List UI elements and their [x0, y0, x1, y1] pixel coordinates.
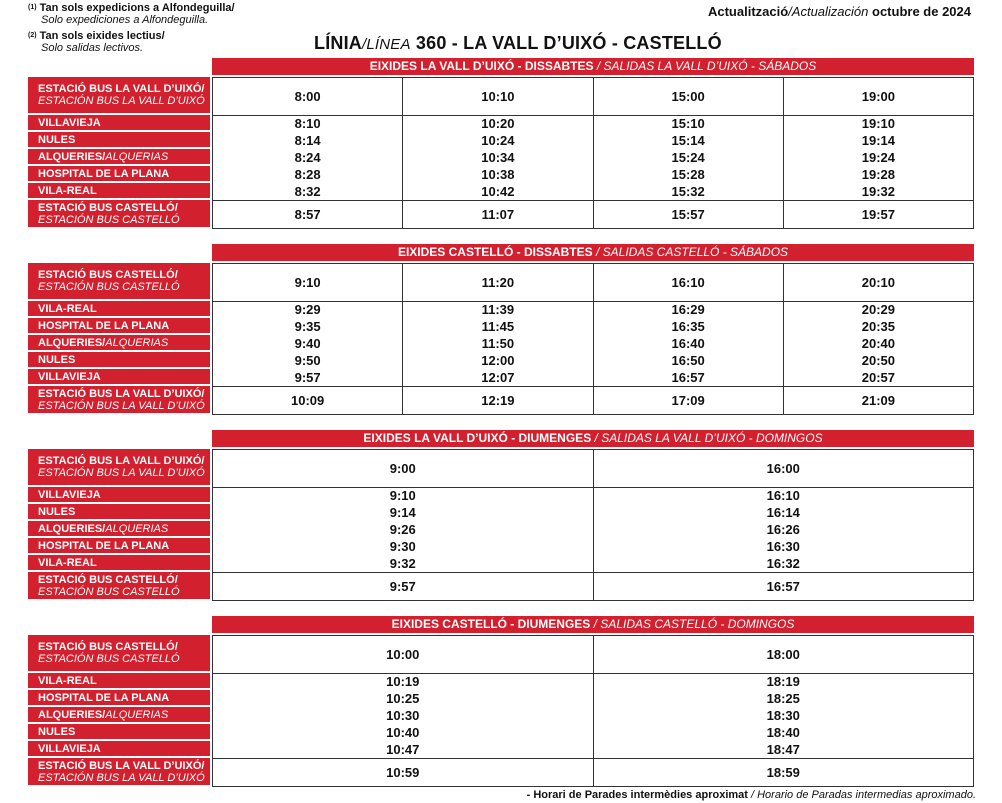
stop-label [28, 263, 210, 299]
stop-label [28, 369, 210, 384]
departure-time: 9:40 [294, 336, 321, 351]
stop-label [28, 449, 210, 485]
table-row [213, 352, 973, 369]
departure-time: 10:38 [402, 166, 592, 183]
stop-label [28, 386, 210, 413]
footnote-2 [28, 30, 235, 54]
table-row [213, 386, 973, 415]
table-row [213, 369, 973, 387]
stop-name-es: ALQUERIAS [105, 336, 169, 349]
departure-time: 16:29 [593, 301, 783, 318]
departure-time: 9:10 [389, 488, 416, 503]
stop-name-es: ESTACIÓN BUS CASTELLÓ [38, 281, 180, 293]
departure-time: 9:10 [294, 275, 321, 290]
stop-name-ca: ALQUERIES/ [38, 150, 106, 163]
footnote-2-marker: (2) [28, 32, 37, 39]
stop-name-ca: HOSPITAL DE LA PLANA [38, 691, 170, 704]
stop-label [28, 572, 210, 599]
stop-name-ca: VILLAVIEJA [38, 370, 101, 383]
departure-time: 8:32 [294, 184, 321, 199]
departure-time: 15:57 [593, 200, 783, 229]
update-label-es: /Actualización [788, 4, 869, 19]
departure-time: 20:35 [783, 318, 973, 335]
departure-time: 8:24 [294, 150, 321, 165]
stop-name-ca: NULES [38, 725, 76, 738]
departure-time: 19:10 [783, 115, 973, 132]
stop-label [28, 166, 210, 181]
departure-time: 18:30 [593, 707, 974, 724]
departure-time: 18:25 [593, 690, 974, 707]
timetable-header-es: / SALIDAS LA VALL D’UIXÓ - DOMINGOS [591, 431, 823, 445]
timetable-header [212, 430, 974, 447]
departure-time: 21:09 [783, 386, 973, 415]
footnotes [28, 2, 235, 54]
timetable-header [212, 58, 974, 75]
departure-time: 11:45 [402, 318, 592, 335]
update-label-ca: Actualització [707, 4, 789, 19]
stop-name-ca: ALQUERIES/ [38, 522, 106, 535]
departure-time: 8:14 [294, 133, 321, 148]
departure-time: 9:57 [294, 370, 321, 385]
table-row [213, 149, 973, 166]
departure-time: 9:50 [294, 353, 321, 368]
stop-name-ca: NULES [38, 353, 76, 366]
departure-time: 9:29 [294, 302, 321, 317]
departure-time: 9:26 [389, 522, 416, 537]
departure-time: 15:24 [593, 149, 783, 166]
times-grid [212, 449, 974, 601]
stop-name-es: ESTACIÓN BUS LA VALL D’UIXÓ [38, 95, 205, 107]
table-row [213, 78, 973, 116]
departure-time: 16:10 [593, 264, 783, 301]
stop-name-ca: ALQUERIES/ [38, 708, 106, 721]
stop-label [28, 301, 210, 316]
departure-time: 15:14 [593, 132, 783, 149]
table-row [213, 636, 973, 674]
departure-time: 10:09 [291, 393, 325, 408]
timetable-header-ca: EIXIDES CASTELLÓ - DIUMENGES [391, 617, 591, 631]
stop-name-es: ALQUERIAS [105, 708, 169, 721]
table-row [213, 758, 973, 787]
departure-time: 16:26 [593, 521, 974, 538]
table-row [213, 707, 973, 724]
timetable-3 [28, 430, 974, 601]
departure-time: 20:57 [783, 369, 973, 386]
stop-label [28, 487, 210, 502]
table-row [213, 741, 973, 759]
departure-time: 11:39 [402, 301, 592, 318]
departure-time: 15:32 [593, 183, 783, 200]
page-title [314, 33, 722, 54]
departure-time: 10:19 [386, 674, 420, 689]
timetable-header [212, 244, 974, 261]
stop-label [28, 132, 210, 147]
table-row [213, 264, 973, 302]
times-grid [212, 635, 974, 787]
departure-time: 8:10 [294, 116, 321, 131]
timetable-1 [28, 58, 974, 229]
footer-note [527, 789, 976, 801]
update-value: octubre de 2024 [868, 4, 971, 19]
departure-time: 20:40 [783, 335, 973, 352]
departure-time: 9:57 [389, 579, 416, 594]
departure-time: 12:19 [402, 386, 592, 415]
stop-label [28, 200, 210, 227]
footnote-2-ca: Tan sols eixides lectius/ [39, 30, 165, 42]
stop-label [28, 352, 210, 367]
stop-name-ca: HOSPITAL DE LA PLANA [38, 539, 170, 552]
timetable-header-es: / SALIDAS CASTELLÓ - DOMINGOS [590, 617, 795, 631]
title-linea: /LÍNEA [362, 36, 411, 53]
times-grid [212, 263, 974, 415]
table-row [213, 318, 973, 335]
departure-time: 16:00 [593, 450, 974, 487]
stop-name-ca: VILA-REAL [38, 184, 97, 197]
table-row [213, 504, 973, 521]
table-row [213, 301, 973, 318]
stop-label [28, 690, 210, 705]
departure-time: 8:00 [294, 89, 321, 104]
departure-time: 16:35 [593, 318, 783, 335]
departure-time: 9:30 [389, 539, 416, 554]
stop-name-ca: ESTACIÓ BUS CASTELLÓ/ [38, 573, 178, 586]
departure-time: 10:10 [402, 78, 592, 115]
timetable-4 [28, 616, 974, 787]
title-linia: LÍNIA [314, 33, 362, 53]
departure-time: 18:40 [593, 724, 974, 741]
footnote-1-es: Solo expediciones a Alfondeguilla. [41, 14, 209, 26]
departure-time: 16:30 [593, 538, 974, 555]
departure-time: 12:00 [402, 352, 592, 369]
departure-time: 16:14 [593, 504, 974, 521]
departure-time: 20:10 [783, 264, 973, 301]
stop-name-ca: VILLAVIEJA [38, 742, 101, 755]
departure-time: 10:00 [386, 647, 420, 662]
departure-time: 19:24 [783, 149, 973, 166]
stop-label [28, 149, 210, 164]
stop-label [28, 758, 210, 785]
stop-name-ca: HOSPITAL DE LA PLANA [38, 167, 170, 180]
stop-name-es: ESTACIÓN BUS CASTELLÓ [38, 585, 180, 598]
departure-time: 17:09 [593, 386, 783, 415]
departure-time: 19:32 [783, 183, 973, 200]
departure-time: 10:30 [386, 708, 420, 723]
footnote-1-ca: Tan sols expedicions a Alfondeguilla/ [39, 2, 235, 14]
departure-time: 9:00 [389, 461, 416, 476]
stop-name-ca: NULES [38, 133, 76, 146]
departure-time: 11:20 [402, 264, 592, 301]
stop-name-ca: NULES [38, 505, 76, 518]
table-row [213, 538, 973, 555]
departure-time: 18:59 [593, 758, 974, 787]
departure-time: 16:50 [593, 352, 783, 369]
departure-time: 10:24 [402, 132, 592, 149]
departure-time: 20:29 [783, 301, 973, 318]
stop-name-es: ESTACIÓN BUS LA VALL D’UIXÓ [38, 771, 205, 784]
footer-es: / Horario de Paradas intermedias aproximado. [747, 789, 976, 801]
departure-time: 8:57 [294, 207, 321, 222]
departure-time: 10:25 [386, 691, 420, 706]
departure-time: 9:35 [294, 319, 321, 334]
departure-time: 10:20 [402, 115, 592, 132]
table-row [213, 572, 973, 601]
table-row [213, 115, 973, 132]
departure-time: 19:57 [783, 200, 973, 229]
departure-time: 12:07 [402, 369, 592, 386]
stop-label [28, 183, 210, 198]
timetable-2 [28, 244, 974, 415]
timetable-header-ca: EIXIDES LA VALL D’UIXÓ - DIUMENGES [363, 431, 592, 445]
stop-name-es: ALQUERIAS [105, 150, 169, 163]
timetable-header-es: / SALIDAS LA VALL D’UIXÓ - SÁBADOS [593, 59, 817, 73]
departure-time: 18:47 [593, 741, 974, 758]
departure-time: 10:59 [386, 765, 420, 780]
stop-label [28, 673, 210, 688]
stop-name-ca: ESTACIÓ BUS CASTELLÓ/ [38, 269, 178, 281]
timetable-header-ca: EIXIDES CASTELLÓ - DISSABTES [397, 245, 593, 259]
stop-name-ca: ESTACIÓ BUS LA VALL D’UIXÓ/ [38, 455, 205, 467]
times-grid [212, 77, 974, 229]
stop-name-es: ESTACIÓN BUS CASTELLÓ [38, 213, 180, 226]
stop-label [28, 504, 210, 519]
departure-time: 11:07 [402, 200, 592, 229]
stop-name-ca: ESTACIÓ BUS CASTELLÓ/ [38, 201, 178, 214]
stop-name-ca: VILLAVIEJA [38, 116, 101, 129]
stop-name-ca: VILLAVIEJA [38, 488, 101, 501]
table-row [213, 166, 973, 183]
stop-name-es: ESTACIÓN BUS CASTELLÓ [38, 653, 180, 665]
departure-time: 15:10 [593, 115, 783, 132]
departure-time: 10:40 [386, 725, 420, 740]
departure-time: 19:14 [783, 132, 973, 149]
stop-name-es: ESTACIÓN BUS LA VALL D’UIXÓ [38, 399, 205, 412]
footnote-2-es: Solo salidas lectivos. [41, 42, 144, 54]
update-date [708, 4, 971, 19]
departure-time: 15:00 [593, 78, 783, 115]
departure-time: 15:28 [593, 166, 783, 183]
departure-time: 16:32 [593, 555, 974, 572]
stop-label [28, 521, 210, 536]
table-row [213, 200, 973, 229]
stop-name-ca: VILA-REAL [38, 556, 97, 569]
stop-name-ca: VILA-REAL [38, 674, 97, 687]
table-row [213, 450, 973, 488]
stop-label [28, 741, 210, 756]
departure-time: 8:28 [294, 167, 321, 182]
table-row [213, 555, 973, 573]
table-row [213, 690, 973, 707]
departure-time: 16:57 [593, 572, 974, 601]
table-row [213, 335, 973, 352]
stop-label [28, 77, 210, 113]
departure-time: 10:42 [402, 183, 592, 200]
timetable-header-es: / SALIDAS CASTELLÓ - SÁBADOS [592, 245, 789, 259]
table-row [213, 521, 973, 538]
stop-name-ca: VILA-REAL [38, 302, 97, 315]
table-row [213, 487, 973, 504]
departure-time: 10:47 [386, 742, 420, 757]
table-row [213, 183, 973, 201]
stop-label [28, 707, 210, 722]
stop-label [28, 724, 210, 739]
departure-time: 19:00 [783, 78, 973, 115]
stop-label [28, 318, 210, 333]
departure-time: 19:28 [783, 166, 973, 183]
stop-label [28, 555, 210, 570]
departure-time: 20:50 [783, 352, 973, 369]
timetable-header [212, 616, 974, 633]
departure-time: 16:10 [593, 487, 974, 504]
departure-time: 9:32 [389, 556, 416, 571]
stop-name-ca: ALQUERIES/ [38, 336, 106, 349]
footnote-1-marker: (1) [28, 4, 37, 11]
stop-name-ca: HOSPITAL DE LA PLANA [38, 319, 170, 332]
timetable-header-ca: EIXIDES LA VALL D’UIXÓ - DISSABTES [369, 59, 594, 73]
stop-label [28, 335, 210, 350]
stop-name-es: ALQUERIAS [105, 522, 169, 535]
departure-time: 16:40 [593, 335, 783, 352]
departure-time: 11:50 [402, 335, 592, 352]
table-row [213, 673, 973, 690]
stop-name-es: ESTACIÓN BUS LA VALL D’UIXÓ [38, 467, 205, 479]
stop-label [28, 115, 210, 130]
table-row [213, 724, 973, 741]
title-route: 360 - LA VALL D’UIXÓ - CASTELLÓ [410, 33, 722, 53]
departure-time: 10:34 [402, 149, 592, 166]
departure-time: 18:00 [593, 636, 974, 673]
footnote-1 [28, 2, 235, 26]
departure-time: 18:19 [593, 673, 974, 690]
stop-name-ca: ESTACIÓ BUS LA VALL D’UIXÓ/ [38, 759, 205, 772]
stop-name-ca: ESTACIÓ BUS CASTELLÓ/ [38, 641, 178, 653]
stop-name-ca: ESTACIÓ BUS LA VALL D’UIXÓ/ [38, 83, 205, 95]
departure-time: 16:57 [593, 369, 783, 386]
stop-label [28, 635, 210, 671]
table-row [213, 132, 973, 149]
departure-time: 9:14 [389, 505, 416, 520]
stop-name-ca: ESTACIÓ BUS LA VALL D’UIXÓ/ [38, 387, 205, 400]
footer-ca: - Horari de Parades intermèdies aproximat [526, 789, 748, 801]
stop-label [28, 538, 210, 553]
